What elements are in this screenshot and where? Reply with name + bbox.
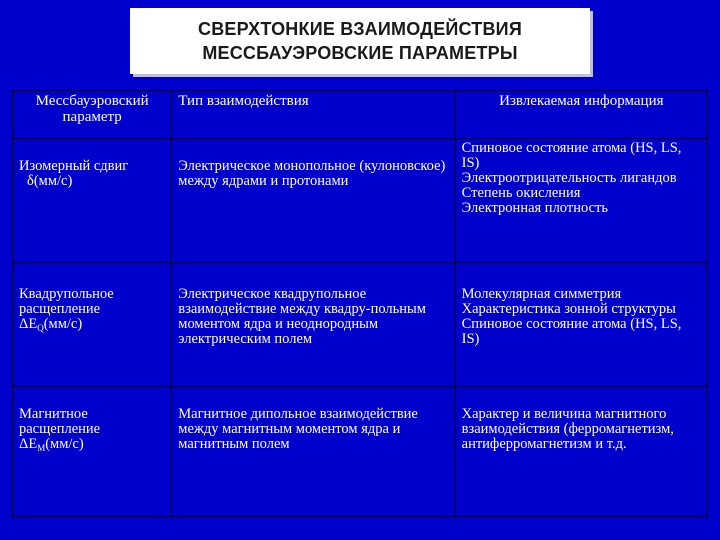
row-3-type: Магнитное дипольное взаимодействие между магнитным моментом ядра и магнитным полем <box>172 387 455 517</box>
row-1-info-item: Электроотрицательность лигандов <box>461 170 677 186</box>
table-row <box>13 139 708 263</box>
row-1-info-item: Электронная плотность <box>461 200 608 216</box>
row-2-param-symbol: $\Delta E_Q(мм/с)$ <box>19 316 83 333</box>
row-3-info-item: Характер и величина магнитного взаимодействия (ферромагнетизм, антиферромагнетизм и т.д. <box>461 406 674 452</box>
row-1-param <box>13 139 172 263</box>
slide-title-line-1: СВЕРХТОНКИЕ ВЗАИМОДЕЙСТВИЯ <box>198 19 522 39</box>
row-3-param-symbol: $\Delta E_M(мм/с)$ <box>19 436 84 453</box>
row-1-info <box>455 139 707 263</box>
table-row <box>13 387 708 517</box>
slide-title-line-2: МЕССБАУЭРОВСКИЕ ПАРАМЕТРЫ <box>202 43 518 63</box>
row-1-param-name: Изомерный сдвиг <box>19 158 129 174</box>
row-2-info-item: Молекулярная симметрия <box>461 286 622 302</box>
row-2-info <box>455 263 707 387</box>
row-3-param-name: Магнитное расщепление <box>19 406 101 437</box>
row-2-param-name: Квадрупольное расщепление <box>19 286 114 317</box>
slide-title <box>130 8 590 74</box>
row-2-type: Электрическое квадрупольное взаимодействие между квадру-польным моментом ядра и неоднородным электрическим полем <box>172 263 455 387</box>
parameters-table <box>12 90 708 517</box>
header-type: Тип взаимодействия <box>172 91 455 139</box>
header-param: Мессбауэровский параметр <box>13 91 172 139</box>
row-2-param <box>13 263 172 387</box>
row-2-info-item: Спиновое состояние атома (HS, LS, IS) <box>461 316 682 347</box>
row-1-info-item: Спиновое состояние атома (HS, LS, IS) <box>461 140 682 171</box>
row-3-info <box>455 387 707 517</box>
row-2-info-item: Характеристика зонной структуры <box>461 301 676 317</box>
table-row <box>13 263 708 387</box>
table-header-row <box>13 91 708 139</box>
row-1-type: Электрическое монопольное (кулоновское) между ядрами и протонами <box>172 139 455 263</box>
header-info: Извлекаемая информация <box>455 91 707 139</box>
row-1-param-symbol: δ(мм/с) <box>27 173 73 189</box>
row-3-param <box>13 387 172 517</box>
row-1-info-item: Степень окисления <box>461 185 581 201</box>
